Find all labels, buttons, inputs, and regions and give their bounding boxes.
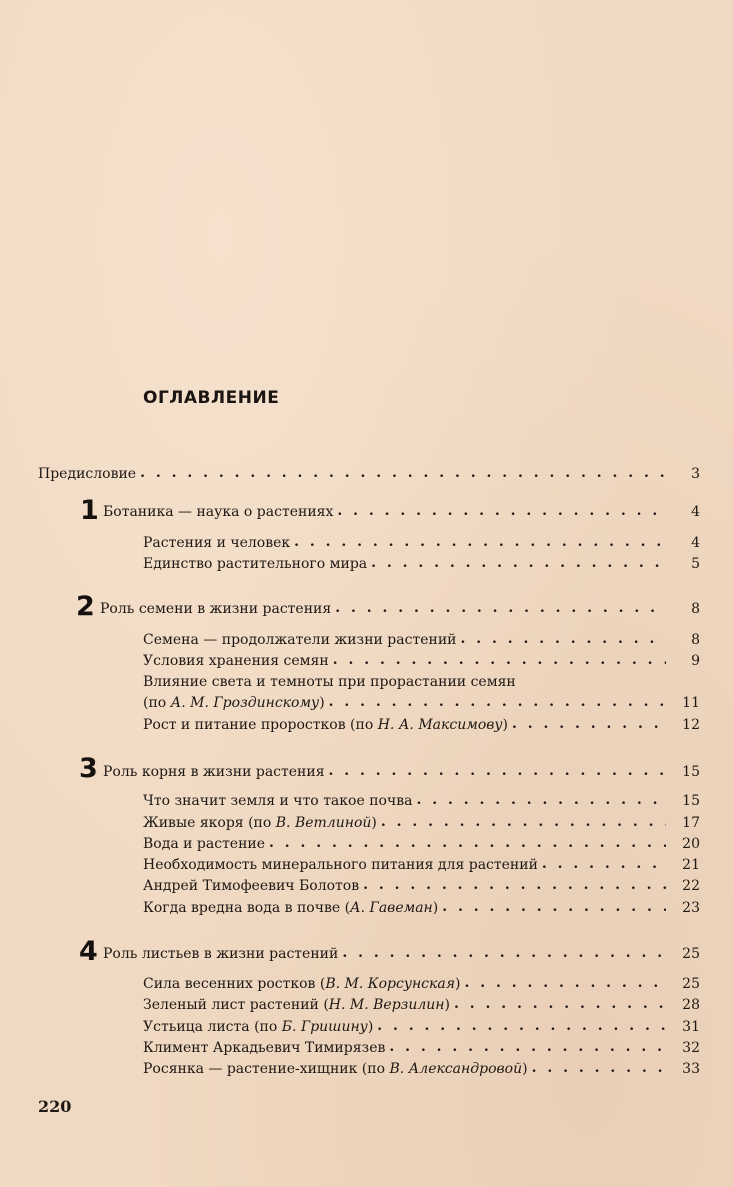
page-folio-number: 220 [38, 1097, 72, 1116]
toc-entry-preface [38, 465, 700, 483]
dot-leader [389, 1038, 666, 1056]
toc-entry-text: Что значит земля и что такое почва [143, 793, 413, 809]
dot-leader [363, 876, 666, 894]
author-name: А. М. Гроздинскому [170, 695, 320, 711]
toc-entry [143, 694, 700, 712]
page-title: ОГЛАВЛЕНИЕ [143, 388, 280, 408]
toc-entry-chapter [100, 600, 700, 618]
toc-entry-text: Условия хранения семян [143, 653, 329, 669]
toc-entry-text: Роль листьев в жизни растений [103, 946, 339, 962]
author-name: Н. М. Верзилин [328, 997, 445, 1013]
dot-leader [512, 715, 666, 733]
toc-entry-text: Единство растительного мира [143, 556, 368, 572]
dot-leader [542, 855, 666, 873]
dot-leader [532, 1059, 666, 1077]
toc-entry [143, 899, 700, 917]
toc-entry-first-line [143, 673, 700, 691]
toc-page-number: 25 [682, 976, 700, 992]
toc-page-number: 23 [682, 900, 700, 916]
toc-entry-text: Рост и питание проростков (по Н. А. Максимову) [143, 717, 508, 733]
author-name: В. М. Корсунская [325, 976, 455, 992]
toc-entry-text: Влияние света и темноты при прорастании семян [143, 674, 516, 690]
dot-leader [335, 599, 666, 617]
dot-leader [329, 693, 666, 711]
toc-entry [143, 835, 700, 853]
toc-entry-text: Росянка — растение-хищник (по В. Александровой) [143, 1061, 528, 1077]
toc-entry [143, 814, 700, 832]
toc-entry-chapter [103, 763, 700, 781]
toc-page-number: 5 [691, 556, 700, 572]
toc-entry-text: Предисловие [38, 466, 137, 482]
toc-page-number: 12 [682, 717, 700, 733]
toc-entry [143, 555, 700, 573]
dot-leader [381, 813, 666, 831]
toc-page-number: 8 [691, 632, 700, 648]
toc-page-number: 8 [691, 601, 700, 617]
toc-entry [143, 996, 700, 1014]
dot-leader [140, 464, 666, 482]
toc-page-number: 9 [691, 653, 700, 669]
toc-entry-text: Когда вредна вода в почве (А. Гавеман) [143, 900, 439, 916]
dot-leader [454, 995, 666, 1013]
toc-entry-text: Сила весенних ростков (В. М. Корсунская) [143, 976, 461, 992]
chapter-number: 2 [76, 591, 95, 622]
toc-entry-text: Андрей Тимофеевич Болотов [143, 878, 360, 894]
toc-page-number: 28 [682, 997, 700, 1013]
toc-entry-text: Роль корня в жизни растения [103, 764, 325, 780]
dot-leader [329, 762, 666, 780]
author-name: Б. Гришину [281, 1019, 368, 1035]
toc-entry [143, 877, 700, 895]
author-name: А. Гавеман [350, 900, 433, 916]
dot-leader [294, 533, 666, 551]
author-name: Н. А. Максимову [377, 717, 503, 733]
toc-entry [143, 975, 700, 993]
toc-entry-text: Ботаника — наука о растениях [103, 504, 334, 520]
author-name: В. Александровой [389, 1061, 523, 1077]
dot-leader [342, 944, 666, 962]
toc-entry-text: Семена — продолжатели жизни растений [143, 632, 457, 648]
toc-page-number: 4 [691, 504, 700, 520]
toc-entry [143, 1039, 700, 1057]
toc-entry-text: Растения и человек [143, 535, 291, 551]
toc-page-number: 15 [682, 764, 700, 780]
dot-leader [416, 791, 666, 809]
dot-leader [337, 502, 666, 520]
toc-page-number: 11 [682, 695, 700, 711]
toc-page-number: 3 [691, 466, 700, 482]
toc-entry [143, 534, 700, 552]
toc-page-number: 17 [682, 815, 700, 831]
chapter-number: 4 [79, 936, 98, 967]
author-name: В. Ветлиной [275, 815, 372, 831]
toc-entry [143, 652, 700, 670]
dot-leader [442, 898, 666, 916]
toc-page-number: 21 [682, 857, 700, 873]
toc-page-number: 22 [682, 878, 700, 894]
dot-leader [377, 1017, 666, 1035]
toc-entry [143, 792, 700, 810]
toc-page-number: 4 [691, 535, 700, 551]
toc-page-number: 15 [682, 793, 700, 809]
toc-entry [143, 1060, 700, 1078]
toc-entry-chapter [103, 945, 700, 963]
dot-leader [464, 974, 666, 992]
toc-entry-text: Устьица листа (по Б. Гришину) [143, 1019, 374, 1035]
dot-leader [269, 834, 666, 852]
toc-entry-chapter [103, 503, 700, 521]
toc-entry [143, 856, 700, 874]
toc-entry [143, 716, 700, 734]
toc-page-number: 31 [682, 1019, 700, 1035]
toc-page-number: 33 [682, 1061, 700, 1077]
toc-page-number: 25 [682, 946, 700, 962]
toc-entry [143, 631, 700, 649]
chapter-number: 3 [79, 753, 98, 784]
toc-entry [143, 1018, 700, 1036]
toc-entry-text: Живые якоря (по В. Ветлиной) [143, 815, 377, 831]
dot-leader [460, 630, 666, 648]
toc-page-number: 20 [682, 836, 700, 852]
toc-entry-text: Роль семени в жизни растения [100, 601, 332, 617]
toc-entry-text: Необходимость минерального питания для растений [143, 857, 538, 873]
dot-leader [333, 651, 666, 669]
chapter-number: 1 [80, 495, 99, 526]
toc-page-number: 32 [682, 1040, 700, 1056]
toc-entry-text: Климент Аркадьевич Тимирязев [143, 1040, 386, 1056]
toc-entry-text: Зеленый лист растений (Н. М. Верзилин) [143, 997, 450, 1013]
dot-leader [371, 554, 666, 572]
toc-entry-text: (по А. М. Гроздинскому) [143, 695, 325, 711]
toc-entry-text: Вода и растение [143, 836, 266, 852]
